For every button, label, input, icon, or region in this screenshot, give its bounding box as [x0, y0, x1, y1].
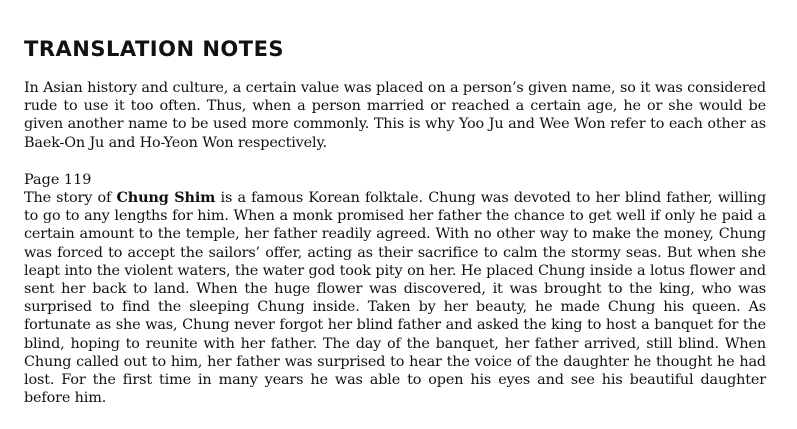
bold-term: Chung Shim [116, 189, 216, 207]
note-chung-shim [24, 189, 766, 407]
note-given-names: In Asian history and culture, a certain value was placed on a person’s given name, so it was considered rude to use it too often. Thus, when a person married or reached a certain age, he or she would be given another name to be used more commonly. This is why Yoo Ju and Wee Won refer to each other as Baek-On Ju and Ho-Yeon Won respectively. [24, 80, 766, 151]
page-title: TRANSLATION NOTES [24, 37, 285, 61]
note-text-before: The story of [24, 190, 117, 207]
paragraph-spacer [24, 152, 766, 171]
translation-notes-page [24, 36, 766, 407]
note-text-after: is a famous Korean folktale. Chung was devoted to her blind father, willing to go to any lengths for him. When a monk promised her father the chance to get well if only he paid a certain amount to the temple, her father readily agreed. With no other way to make the money, Chung was forced to accept the sailors’ offer, acting as their sacrifice to calm the stormy seas. But when she leapt into the violent waters, the water god took pity on her. He placed Chung inside a lotus flower and sent her back to land. When the huge flower was discovered, it was brought to the king, who was surprised to find the sleeping Chung inside. Taken by her beauty, he made Chung his queen. As fortunate as she was, Chung never forgot her blind father and asked the king to host a banquet for the blind, hoping to reunite with her father. The day of the banquet, her father arrived, still blind. When Chung called out to him, her father was surprised to hear the voice of the daughter he thought he had lost. For the first time in many years he was able to open his eyes and see his beautiful daughter before him. [24, 190, 767, 407]
page-reference: Page 119 [24, 171, 92, 188]
